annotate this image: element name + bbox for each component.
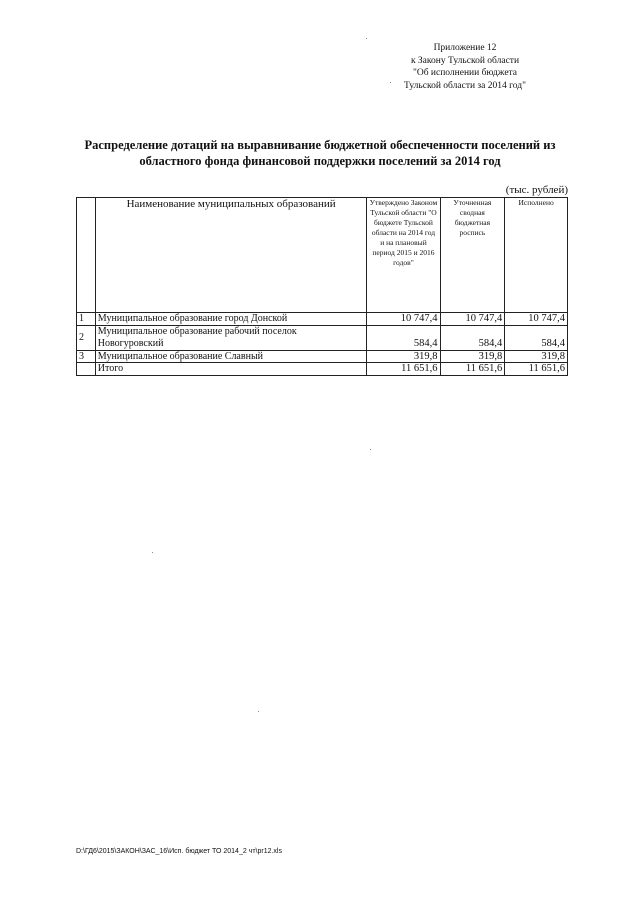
row-executed: 10 747,4: [505, 313, 568, 326]
row-executed: 319,8: [505, 350, 568, 363]
row-name: Муниципальное образование рабочий поселок Новогуровский: [95, 325, 367, 350]
table-row: [77, 350, 568, 363]
appendix-law-title-1: "Об исполнении бюджета: [412, 68, 518, 78]
total-refined: 11 651,6: [440, 363, 505, 376]
scan-speck: [366, 38, 367, 39]
appendix-number: Приложение 12: [433, 43, 497, 53]
header-executed: Исполнено: [505, 198, 568, 313]
row-name: Муниципальное образование город Донской: [95, 313, 367, 326]
row-refined: 10 747,4: [440, 313, 505, 326]
appendix-law-ref: к Закону Тульской области: [410, 55, 520, 66]
scan-speck: [390, 82, 391, 83]
row-executed: 584,4: [505, 325, 568, 350]
header-refined: Уточненная сводная бюджетная роспись: [440, 198, 505, 313]
table-header-row: [77, 198, 568, 313]
subsidies-table: [76, 197, 568, 376]
scan-speck: [152, 552, 153, 553]
file-path-footer: D:\ГД6\2015\ЗАКОН\ЗАС_16\Исп. бюджет ТО 2014_2 чт\pr12.xls: [76, 848, 282, 855]
total-label: Итого: [95, 363, 367, 376]
scan-speck: [370, 449, 371, 450]
total-approved: 11 651,6: [367, 363, 440, 376]
row-approved: 10 747,4: [367, 313, 440, 326]
row-refined: 584,4: [440, 325, 505, 350]
document-title-line-2: областного фонда финансовой поддержки поселений за 2014 год: [139, 154, 501, 168]
total-executed: 11 651,6: [505, 363, 568, 376]
row-approved: 319,8: [367, 350, 440, 363]
appendix-law-title-2: Тульской области за 2014 год": [404, 80, 526, 91]
scan-speck: [258, 711, 259, 712]
row-name: Муниципальное образование Славный: [95, 350, 367, 363]
header-name: Наименование муниципальных образований: [95, 198, 367, 313]
table-row: [77, 325, 568, 350]
header-approved: Утверждено Законом Тульской области "О бюджете Тульской области на 2014 год и на плановый период 2015 и 2016 годов": [367, 198, 440, 313]
total-number-cell: [77, 363, 96, 376]
document-title-line-1: Распределение дотаций на выравнивание бюджетной обеспеченности поселений из: [84, 138, 556, 152]
table-total-row: [77, 363, 568, 376]
row-number: 3: [77, 350, 96, 363]
row-approved: 584,4: [367, 325, 440, 350]
units-label: (тыс. рублей): [505, 184, 568, 196]
table-row: [77, 313, 568, 326]
header-number-cell: [77, 198, 96, 313]
row-number: 2: [77, 325, 96, 350]
document-title: [60, 137, 580, 169]
row-number: 1: [77, 313, 96, 326]
appendix-header: [370, 42, 560, 92]
row-refined: 319,8: [440, 350, 505, 363]
